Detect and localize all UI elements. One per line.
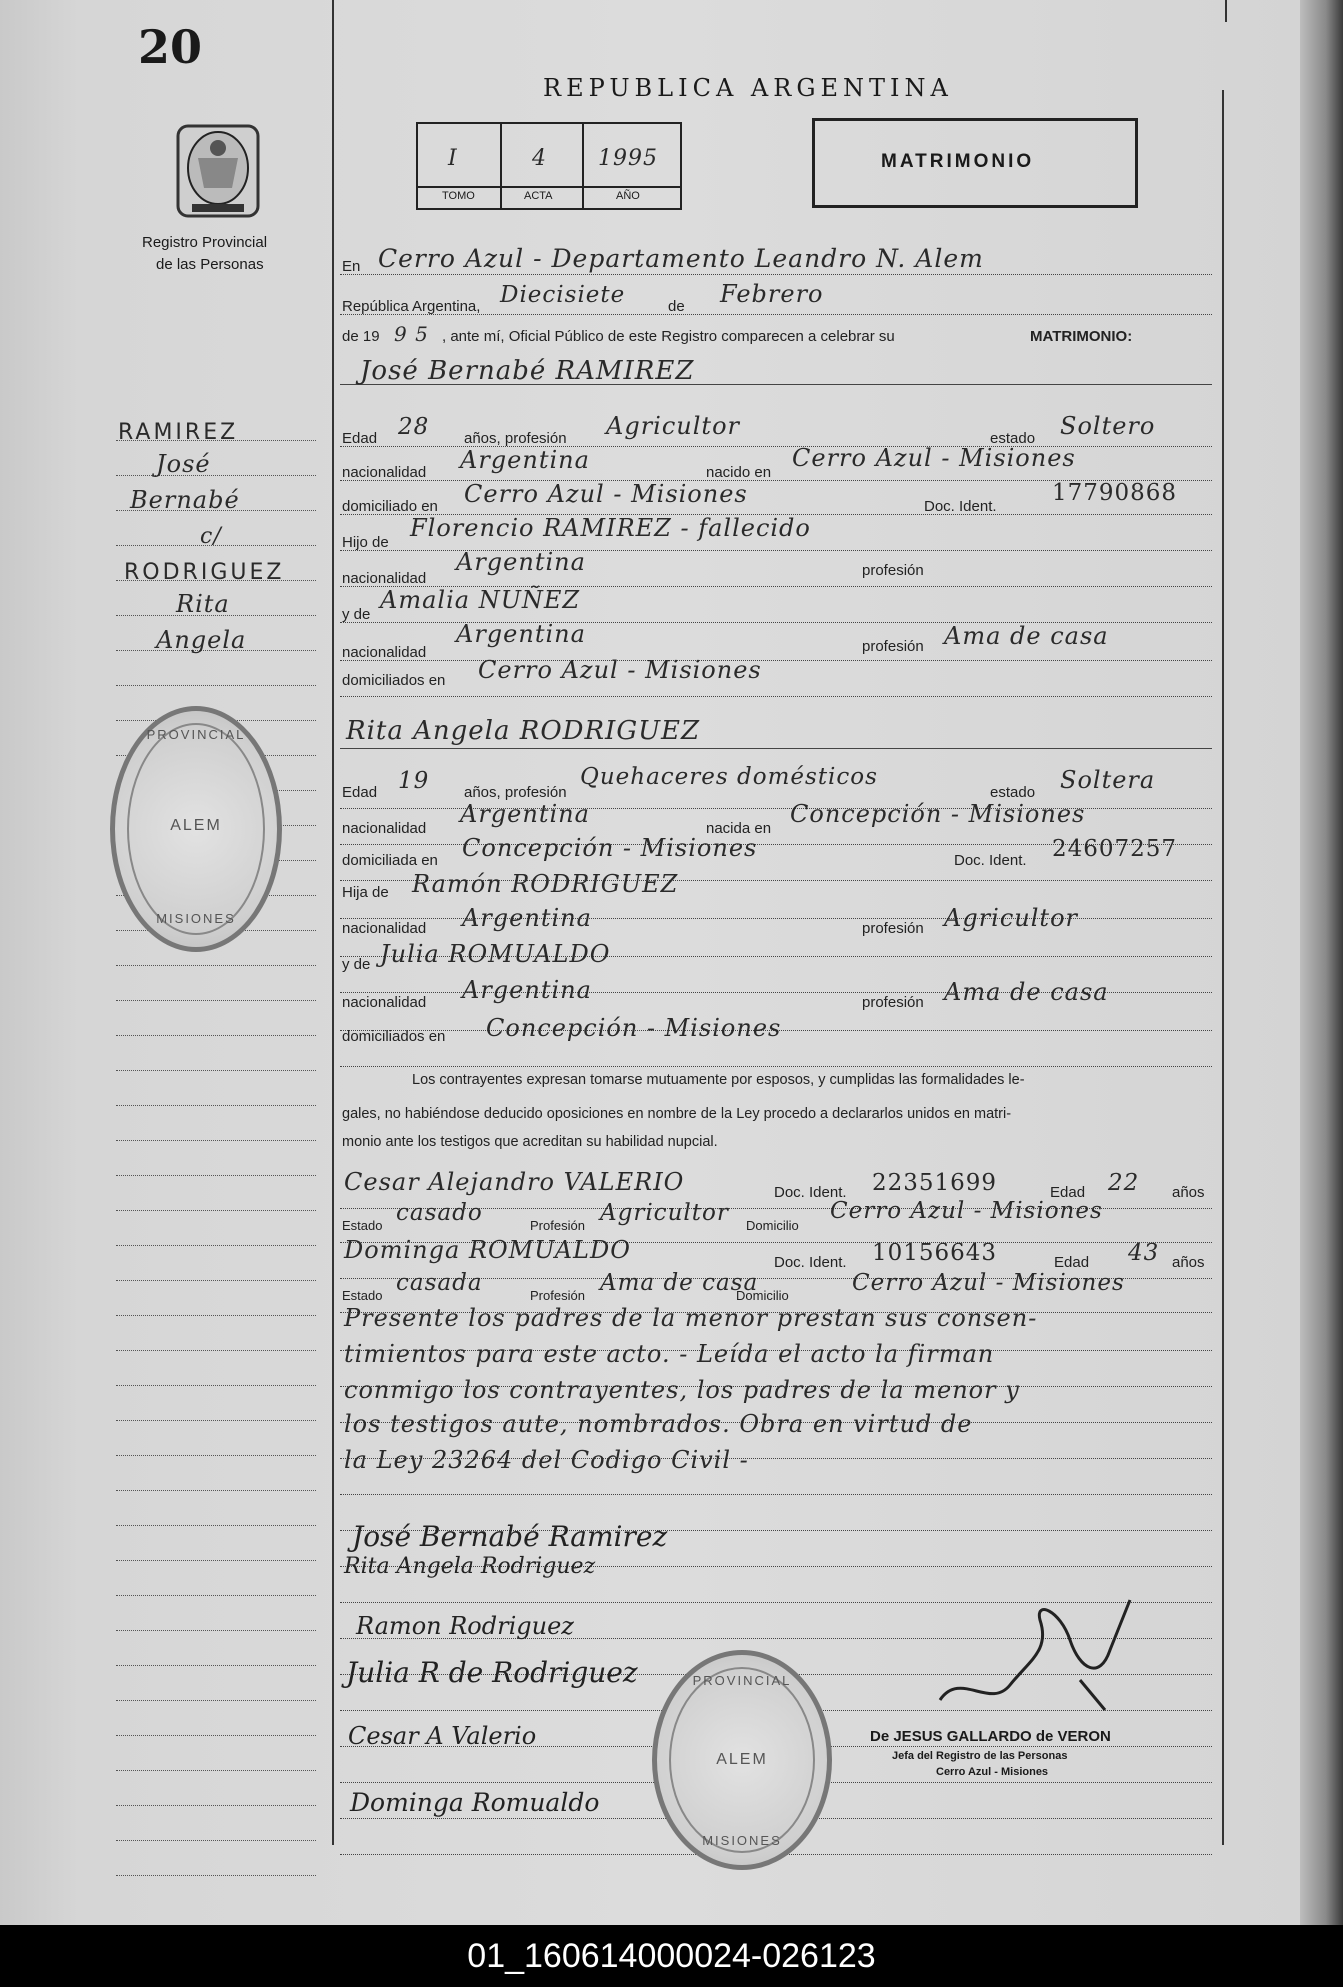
margin-ruled-line: [116, 685, 316, 686]
margin-ruled-line: [116, 1280, 316, 1281]
witness2-edad-label: Edad: [1054, 1254, 1090, 1271]
groom-mother: Amalia NUÑEZ: [380, 586, 581, 614]
bride-profession: Quehaceres domésticos: [580, 764, 878, 790]
bride-mother-nat: Argentina: [462, 976, 592, 1004]
bride-father-prof: Agricultor: [944, 904, 1078, 932]
witness1-edad-label: Edad: [1050, 1184, 1086, 1201]
groom-nat-label: nacionalidad: [342, 464, 427, 481]
bride-parents-dom: Concepción - Misiones: [486, 1014, 782, 1042]
republica-label: República Argentina,: [342, 298, 481, 315]
right-border-line: [1222, 90, 1224, 1845]
witness1-anos-label: años: [1172, 1184, 1205, 1201]
bride-estado-label: estado: [990, 784, 1036, 801]
ano-label: AÑO: [616, 190, 640, 202]
groom-mother-prof-label: profesión: [862, 638, 924, 655]
bride-nationality: Argentina: [460, 800, 590, 828]
margin-ruled-line: [116, 1035, 316, 1036]
witness1-estado-label: Estado: [342, 1218, 383, 1233]
note-line-1: Presente los padres de la menor prestan sus consen-: [344, 1304, 1038, 1332]
margin-ruled-line: [116, 1385, 316, 1386]
bride-nat-label: nacionalidad: [342, 820, 427, 837]
de-label: de: [668, 298, 685, 315]
top-right-mark: [1225, 0, 1227, 22]
note-line-4: los testigos aute, nombrados. Obra en virtud de: [344, 1410, 973, 1438]
bride-name-rule: [340, 748, 1212, 749]
acta-value: 4: [532, 146, 547, 171]
witness1-prof-label: Profesión: [530, 1218, 585, 1233]
margin-line-1: RAMIREZ: [118, 420, 239, 445]
groom-nationality: Argentina: [460, 446, 590, 474]
margin-line-4: c/: [200, 524, 222, 549]
bride-birthplace: Concepción - Misiones: [790, 800, 1086, 828]
groom-mother-nat: Argentina: [456, 620, 586, 648]
doc-type: MATRIMONIO: [881, 151, 1035, 172]
bride-signature: Rita Angela Rodriguez: [344, 1554, 596, 1579]
margin-ruled-line: [116, 1245, 316, 1246]
margin-line-7: Angela: [156, 626, 247, 654]
margin-ruled-line: [116, 1490, 316, 1491]
bride-mother-prof-label: profesión: [862, 994, 924, 1011]
official-title: Jefa del Registro de las Personas: [892, 1750, 1068, 1762]
witness1-domicile: Cerro Azul - Misiones: [830, 1198, 1103, 1224]
margin-ruled-line: [116, 1665, 316, 1666]
margin-ruled-line: [116, 1770, 316, 1771]
groom-nacido-label: nacido en: [706, 464, 772, 481]
groom-profession: Agricultor: [606, 412, 740, 440]
margin-ruled-line: [116, 1875, 316, 1876]
witness2-prof-label: Profesión: [530, 1288, 585, 1303]
official-office: Cerro Azul - Misiones: [936, 1766, 1049, 1778]
groom-age: 28: [398, 414, 430, 440]
margin-ruled-line: [116, 965, 316, 966]
groom-estado-label: estado: [990, 430, 1036, 447]
groom-status: Soltero: [1060, 412, 1156, 440]
margin-ruled-line: [116, 1595, 316, 1596]
bride-status: Soltera: [1060, 766, 1156, 794]
ano-value: 1995: [598, 146, 658, 171]
intro-rest: , ante mí, Oficial Público de este Registro comparecen a celebrar su: [442, 328, 895, 345]
margin-ruled-line: [116, 1630, 316, 1631]
margin-ruled-line: [116, 1840, 316, 1841]
groom-edad-label: Edad: [342, 430, 378, 447]
note-line-3: conmigo los contrayentes, los padres de la menor y: [344, 1376, 1020, 1404]
bride-mother-nat-label: nacionalidad: [342, 994, 427, 1011]
groom-name: José Bernabé RAMIREZ: [360, 356, 695, 386]
margin-ruled-line: [116, 1140, 316, 1141]
margin-line-3: Bernabé: [130, 486, 240, 514]
groom-father-nat-label: nacionalidad: [342, 570, 427, 587]
margin-ruled-line: [116, 1315, 316, 1316]
margin-ruled-line: [116, 1455, 316, 1456]
margin-ruled-line: [116, 1105, 316, 1106]
coat-of-arms-icon: [172, 118, 264, 222]
witness2-signature: Dominga Romualdo: [350, 1788, 600, 1817]
day-value: Diecisiete: [500, 282, 626, 308]
bride-hija-label: Hija de: [342, 884, 389, 901]
year-prefix: de 19: [342, 328, 380, 345]
groom-hijo-label: Hijo de: [342, 534, 389, 551]
witness1-status: casado: [396, 1200, 483, 1226]
tomo-value: I: [448, 146, 458, 171]
witness1-profession: Agricultor: [600, 1200, 729, 1226]
groom-mother-nat-label: nacionalidad: [342, 644, 427, 661]
witness2-status: casada: [396, 1270, 483, 1296]
official-name: De JESUS GALLARDO de VERON: [870, 1728, 1111, 1745]
note-line-2: timientos para este acto. - Leída el acto la firman: [344, 1340, 995, 1368]
bride-father: Ramón RODRIGUEZ: [412, 870, 679, 898]
margin-ruled-line: [116, 1700, 316, 1701]
groom-parents-dom: Cerro Azul - Misiones: [478, 656, 762, 684]
registry-label-1: Registro Provincial: [142, 234, 268, 251]
witness1-doc: 22351699: [872, 1170, 998, 1196]
margin-ruled-line: [116, 1805, 316, 1806]
bride-y-de-label: y de: [342, 956, 371, 973]
official-signature-icon: [930, 1590, 1150, 1720]
bride-parents-dom-label: domiciliados en: [342, 1028, 446, 1045]
margin-ruled-line: [116, 1175, 316, 1176]
month-value: Febrero: [720, 280, 824, 308]
row-groom-parents-dom: [340, 666, 1212, 697]
witness1-name: Cesar Alejandro VALERIO: [344, 1168, 685, 1196]
groom-father-nat: Argentina: [456, 548, 586, 576]
margin-ruled-line: [116, 1525, 316, 1526]
witness1-age: 22: [1108, 1170, 1140, 1196]
groom-mother-prof: Ama de casa: [944, 622, 1109, 650]
doc-type-box: [812, 118, 1138, 208]
witness2-profession: Ama de casa: [600, 1270, 759, 1296]
bride-dom-label: domiciliada en: [342, 852, 438, 869]
margin-ruled-line: [116, 1735, 316, 1736]
margin-ruled-line: [116, 1070, 316, 1071]
declaration-line-2: gales, no habiéndose deducido oposiciones en nombre de la Ley procedo a declararlos unidos en matri-: [342, 1106, 1012, 1122]
margin-ruled-line: [116, 1350, 316, 1351]
margin-line-2: José: [156, 450, 211, 478]
footer-id: 01_160614000024-026123: [0, 1925, 1343, 1987]
groom-dom-label: domiciliado en: [342, 498, 438, 515]
witness2-anos-label: años: [1172, 1254, 1205, 1271]
acta-label: ACTA: [524, 190, 553, 202]
bride-father-prof-label: profesión: [862, 920, 924, 937]
groom-domicile: Cerro Azul - Misiones: [464, 480, 748, 508]
bride-age: 19: [398, 768, 430, 794]
record-box: [416, 122, 682, 210]
bride-profesion-label: años, profesión: [464, 784, 567, 801]
bride-mother-signature: Julia R de Rodriguez: [346, 1656, 638, 1689]
witness2-doc-label: Doc. Ident.: [774, 1254, 847, 1271]
bride-father-nat: Argentina: [462, 904, 592, 932]
bride-mother-prof: Ama de casa: [944, 978, 1109, 1006]
book-spine: [1300, 0, 1343, 1925]
registry-label-2: de las Personas: [156, 256, 264, 273]
groom-birthplace: Cerro Azul - Misiones: [792, 444, 1076, 472]
official-stamp: PROVINCIAL ALEM MISIONES: [652, 1650, 832, 1870]
bride-mother: Julia ROMUALDO: [380, 940, 611, 968]
margin-ruled-line: [116, 1560, 316, 1561]
declaration-line-3: monio ante los testigos que acreditan su habilidad nupcial.: [342, 1134, 718, 1150]
witness1-signature: Cesar A Valerio: [348, 1722, 537, 1750]
groom-parents-dom-label: domiciliados en: [342, 672, 446, 689]
groom-doc-label: Doc. Ident.: [924, 498, 997, 515]
page-number: 20: [138, 20, 203, 74]
left-border-line: [332, 0, 334, 1845]
witness2-dom-label: Domicilio: [736, 1288, 789, 1303]
place-value: Cerro Azul - Departamento Leandro N. Alem: [378, 244, 984, 273]
header-title: REPUBLICA ARGENTINA: [543, 74, 953, 102]
bride-nacida-label: nacida en: [706, 820, 772, 837]
bride-father-signature: Ramon Rodriguez: [356, 1612, 574, 1640]
witness2-name: Dominga ROMUALDO: [344, 1236, 631, 1264]
declaration-line-1: Los contrayentes expresan tomarse mutuamente por esposos, y cumplidas las formalidades le-: [412, 1072, 1025, 1088]
groom-profesion-label: años, profesión: [464, 430, 567, 447]
bride-doc-label: Doc. Ident.: [954, 852, 1027, 869]
margin-ruled-line: [116, 1420, 316, 1421]
groom-y-de-label: y de: [342, 606, 371, 623]
margin-line-5: RODRIGUEZ: [124, 560, 285, 585]
witness2-doc: 10156643: [872, 1240, 998, 1266]
bride-domicile: Concepción - Misiones: [462, 834, 758, 862]
witness1-doc-label: Doc. Ident.: [774, 1184, 847, 1201]
en-label: En: [342, 258, 361, 275]
witness2-estado-label: Estado: [342, 1288, 383, 1303]
bride-doc: 24607257: [1052, 836, 1178, 862]
margin-stamp: PROVINCIAL ALEM MISIONES: [110, 706, 282, 952]
witness2-domicile: Cerro Azul - Misiones: [852, 1270, 1125, 1296]
witness2-age: 43: [1128, 1240, 1160, 1266]
year-digits: 9 5: [394, 322, 429, 346]
tomo-label: TOMO: [442, 190, 475, 202]
margin-ruled-line: [116, 1000, 316, 1001]
groom-signature: José Bernabé Ramirez: [352, 1520, 668, 1553]
margin-line-6: Rita: [176, 590, 230, 618]
bride-edad-label: Edad: [342, 784, 378, 801]
groom-father-prof-label: profesión: [862, 562, 924, 579]
groom-father: Florencio RAMIREZ - fallecido: [410, 514, 811, 542]
margin-ruled-line: [116, 475, 316, 476]
margin-ruled-line: [116, 1210, 316, 1211]
groom-doc: 17790868: [1052, 480, 1178, 506]
bride-father-nat-label: nacionalidad: [342, 920, 427, 937]
witness1-dom-label: Domicilio: [746, 1218, 799, 1233]
intro-bold: MATRIMONIO:: [1030, 328, 1133, 345]
note-line-5: la Ley 23264 del Codigo Civil -: [344, 1446, 749, 1474]
bride-name: Rita Angela RODRIGUEZ: [346, 716, 701, 746]
